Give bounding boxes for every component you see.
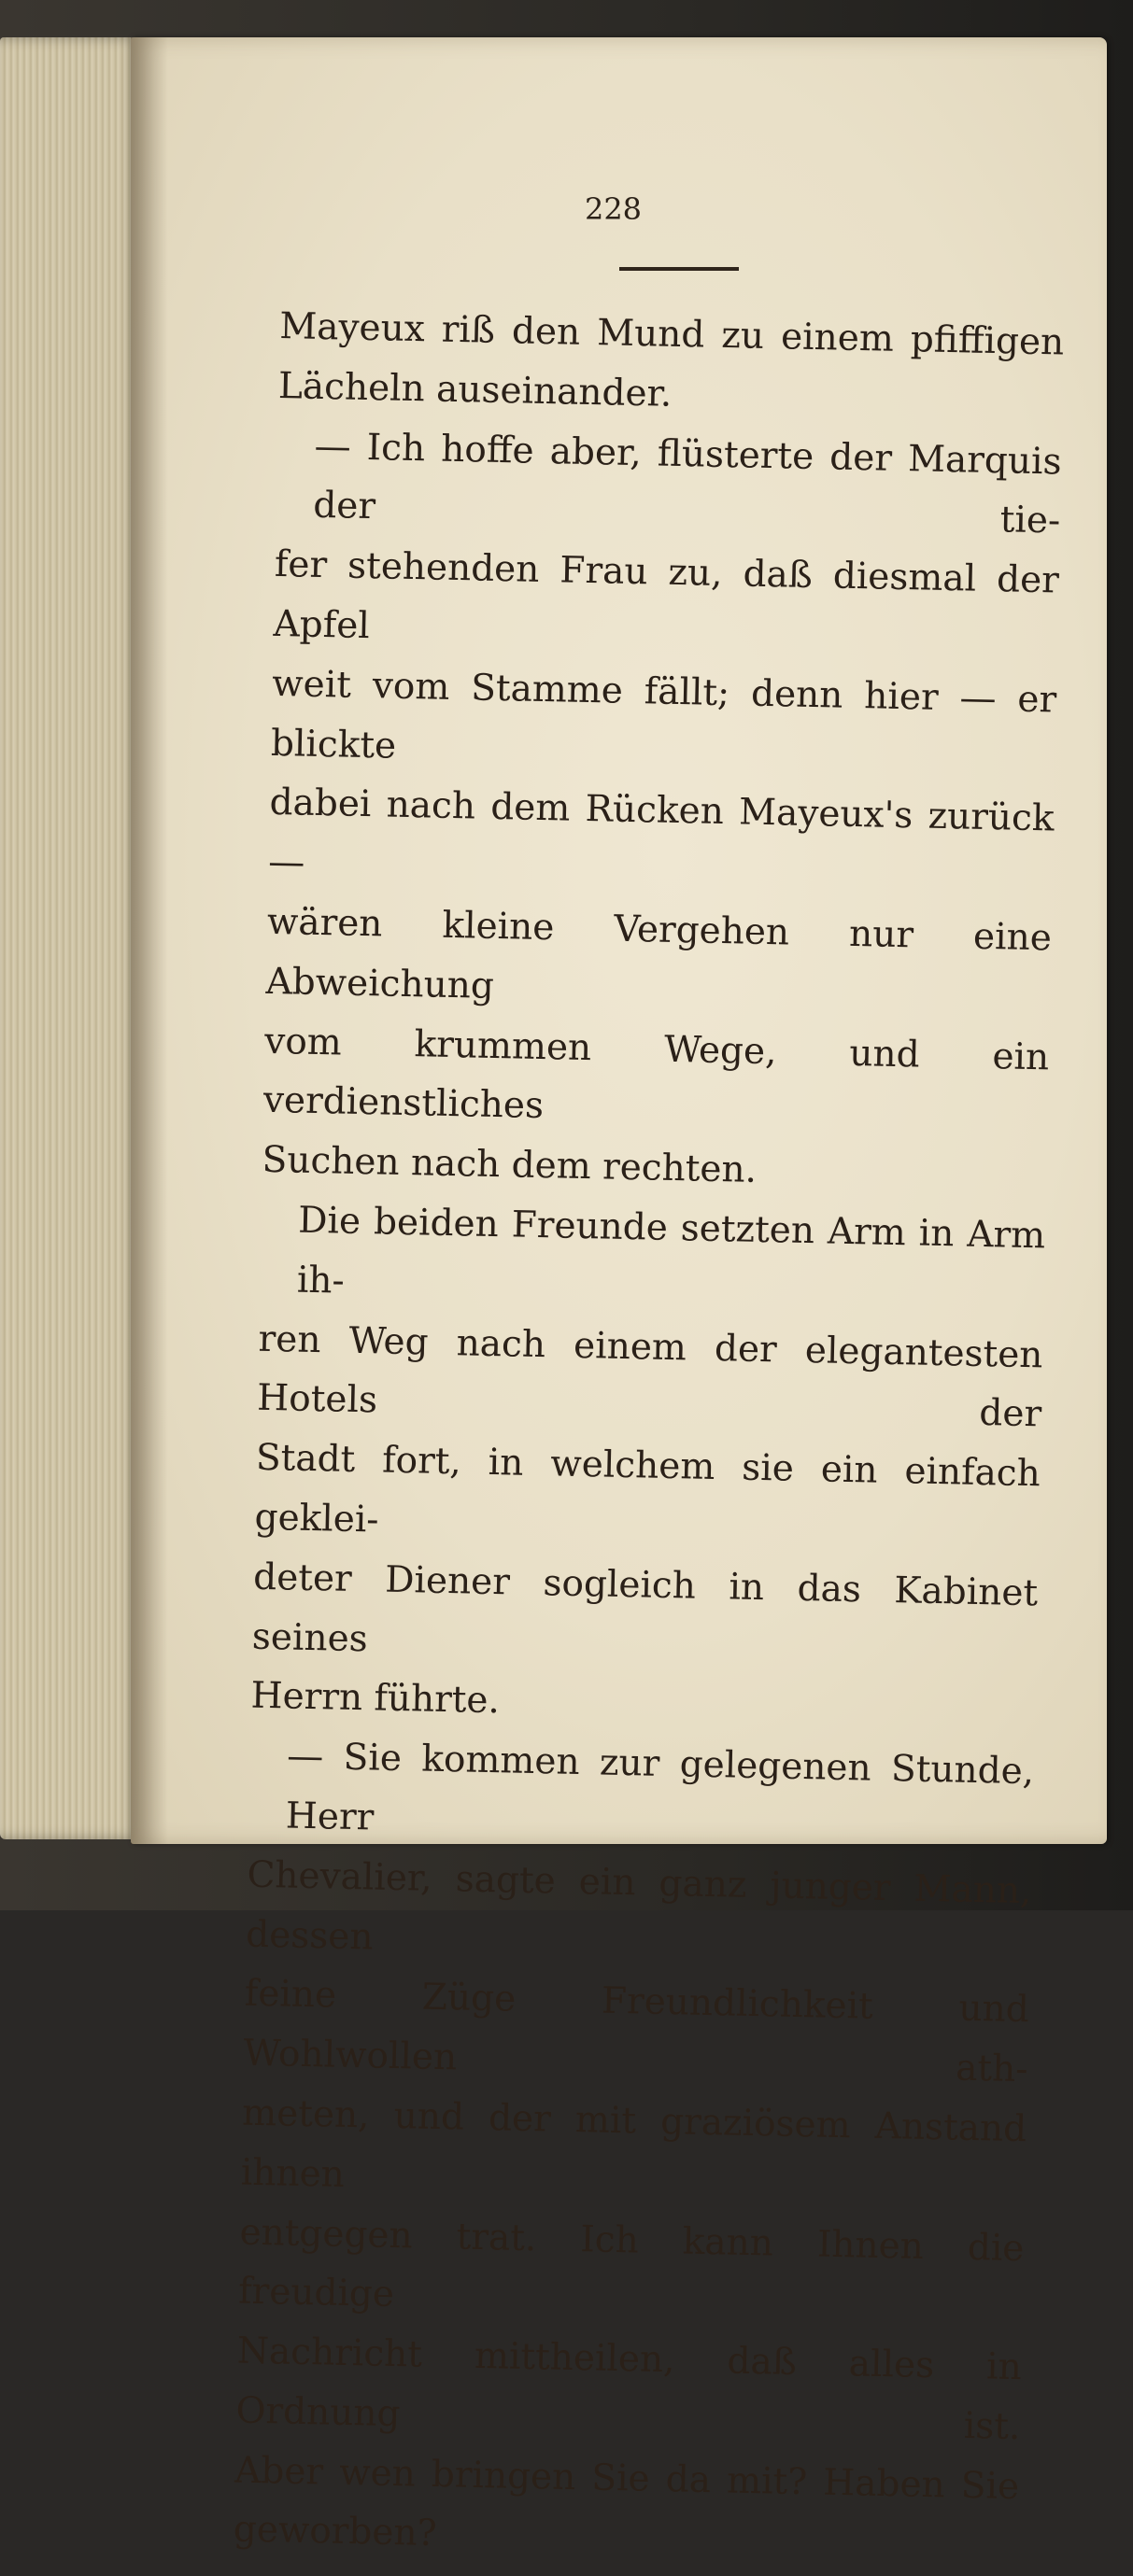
spine-shadow: [131, 37, 168, 1844]
page-number: 228: [584, 191, 643, 227]
page-edges: [0, 37, 140, 1839]
text-line: deter Diener sogleich in das Kabinet seines: [251, 1555, 1039, 1660]
paragraph-4: [233, 1726, 1035, 2576]
text-line: Chevalier, sagte ein ganz junger Mann, dessen: [245, 1853, 1032, 1958]
paragraph-3: [250, 1190, 1046, 1743]
text-line: Aber wen bringen Sie da mit? Haben Sie: [234, 2449, 1020, 2508]
text-line: — Sie kommen zur gelegenen Stunde, Herr: [285, 1735, 1035, 1839]
text-line: entgegen trat. Ich kann Ihnen die freudige: [237, 2211, 1025, 2316]
text-line: Suchen nach dem rechten.: [262, 1138, 758, 1192]
body-text: [233, 297, 1065, 2576]
text-line: Die beiden Freunde setzten Arm in Arm ih-: [296, 1199, 1046, 1302]
text-line: — Ich hoffe aber, flüsterte der Marquis der tie-: [312, 425, 1062, 542]
paragraph-1: [277, 297, 1064, 432]
text-line: Nachricht mittheilen, daß alles in Ordnung ist.: [235, 2330, 1023, 2448]
text-line: weit vom Stamme fällt; denn hier — er blickte: [270, 662, 1057, 767]
paragraph-2: [262, 416, 1062, 1207]
text-line: geworben?: [233, 2508, 437, 2555]
text-line: fer stehenden Frau zu, daß diesmal der Apfel: [273, 543, 1060, 648]
header-rule: [619, 267, 739, 271]
text-line: feine Züge Freundlichkeit und Wohlwollen ath-: [243, 1972, 1030, 2091]
text-line: dabei nach dem Rücken Mayeux's zurück —: [267, 781, 1055, 884]
text-line: Lächeln auseinander.: [277, 364, 673, 415]
text-line: Stadt fort, in welchem sie ein einfach geklei-: [254, 1436, 1041, 1541]
text-line: vom krummen Wege, und ein verdienstliches: [262, 1020, 1050, 1128]
text-line: meten, und der mit graziösem Anstand ihnen: [240, 2091, 1027, 2196]
text-line: Mayeux riß den Mund zu einem pfiffigen: [278, 304, 1065, 364]
text-line: Herrn führte.: [250, 1675, 501, 1723]
text-line: ren Weg nach einem der elegantesten Hotels der: [256, 1317, 1043, 1436]
text-line: wären kleine Vergehen nur eine Abweichung: [265, 900, 1053, 1007]
